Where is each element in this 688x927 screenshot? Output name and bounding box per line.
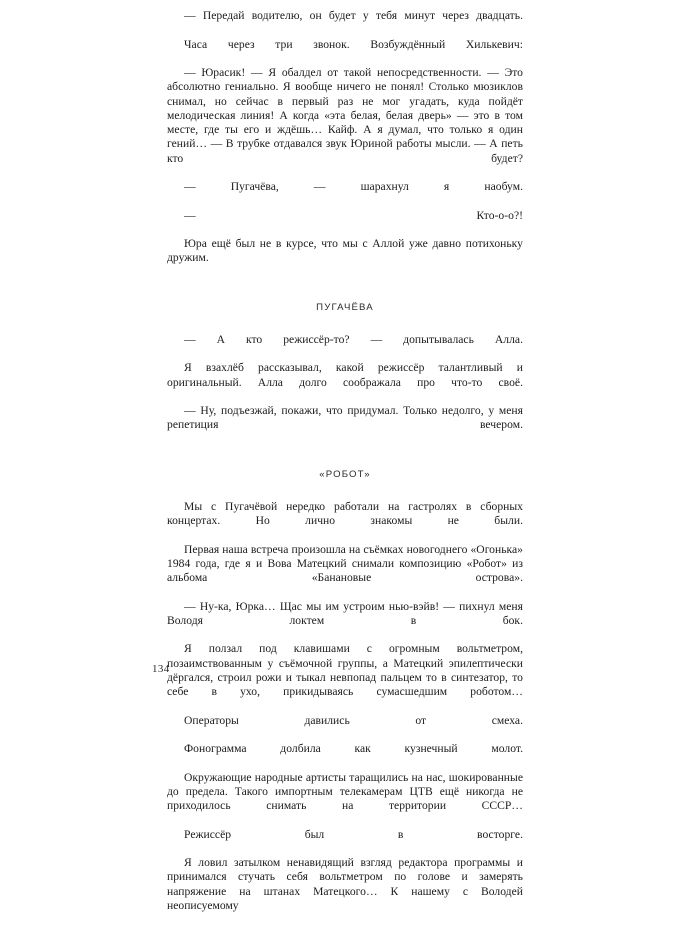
paragraph-nu-podyezzhai: — Ну, подъезжай, покажи, что придумал. Только недолго, у меня репетиция вечером. (167, 404, 523, 432)
paragraph-peredai-voditelyu: — Передай водителю, он будет у тебя минут через двадцать. (184, 9, 523, 22)
heading-space-after (167, 480, 523, 500)
paragraph-rezhisser-byl-v-vostorge: Режиссёр был в восторге. (184, 827, 523, 841)
paragraph-ya-polzal: Я ползал под клавишами с огромным вольтметром, позаимствованным у съёмочной группы, а Матецкий эпилептически дёргался, строил рожи и тыкал невпопад пальцем то в синтезатор, то себе в ухо, прикидываясь сумасшедшим роботом… (167, 642, 523, 698)
paragraph-okruzhayushchie: Окружающие народные артисты таращились на нас, шокированные до предела. Такого импортным телекамерам ЦТВ ещё никогда не приходилось снимать на территории СССР… (167, 770, 523, 812)
heading-space-before (167, 447, 523, 469)
text-column (167, 9, 523, 927)
paragraph-pervaya-nasha-vstrecha: Первая наша встреча произошла на съёмках новогоднего «Огонька» 1984 года, где я и Вова Матецкий снимали композицию «Робот» из альбома «Банановые острова». (167, 542, 523, 584)
paragraph-a-kto-rezhisser: — А кто режиссёр-то? — допытывалась Алла. (184, 332, 523, 346)
paragraph-chasa-cherez-tri: Часа через три звонок. Возбуждённый Хилькевич: (184, 37, 523, 51)
paragraph-nu-ka-yurka: — Ну-ка, Юрка… Щас мы им устроим нью-вэйв! — пихнул меня Володя локтем в бок. (167, 599, 523, 627)
paragraph-ya-vzahlyob: Я взахлёб рассказывал, какой режиссёр талантливый и оригинальный. Алла долго соображала про что-то своё. (167, 361, 523, 389)
paragraph-my-s-pugachevoi: Мы с Пугачёвой нередко работали на гастролях в сборных концертах. Но лично знакомы не были. (167, 499, 523, 527)
section-heading-robot: «РОБОТ» (319, 468, 371, 480)
heading-space-before (167, 280, 523, 302)
paragraph-yura-eshchyo: Юра ещё был не в курсе, что мы с Аллой уже давно потихоньку дружим. (167, 237, 523, 265)
paragraph-operatory-davilis: Операторы давились от смеха. (184, 713, 523, 727)
paragraph-kto-o-o: — Кто-о-о?! (184, 208, 523, 222)
page-number: 134 (152, 663, 170, 675)
paragraph-fonogramma-dolbila: Фонограмма долбила как кузнечный молот. (184, 742, 523, 755)
heading-space-after (167, 313, 523, 333)
section-heading-pugacheva: ПУГАЧЁВА (316, 301, 374, 313)
paragraph-pugacheva-sharahnul: — Пугачёва, — шарахнул я наобум. (184, 180, 523, 193)
paragraph-yurasik: — Юрасик! — Я обалдел от такой непосредственности. — Это абсолютно гениально. Я вообще ничего не понял! Столько мюзиклов снимал, но сейчас в первый раз не мог угадать, куда пойдёт мелодическая линия! А когда «эта белая, белая дверь» — это в том месте, где ты его и ждёшь… Кайф. А я думал, что только я один гений… — В трубке отдавался звук Юриной работы мысли. — А петь кто будет? (167, 66, 523, 165)
paragraph-ya-lovil-zatylkom: Я ловил затылком ненавидящий взгляд редактора программы и принимался стучать себя вольтметром по голове и замерять напряжение на штанах Матецкого… К нашему с Володей неописуемому (167, 856, 523, 912)
